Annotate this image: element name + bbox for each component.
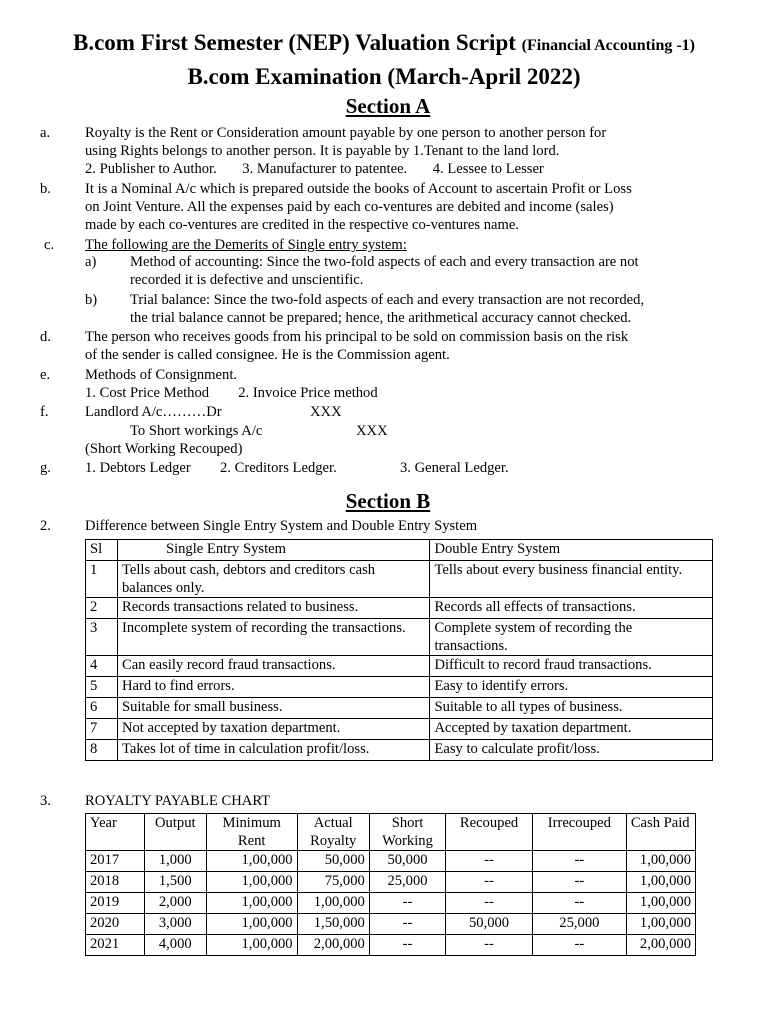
item-c-a-label: a)	[85, 254, 97, 270]
title-subject: (Financial Accounting -1)	[521, 37, 695, 54]
header-recouped: Recouped	[446, 814, 533, 851]
header-single-entry: Single Entry System	[117, 540, 429, 561]
table-row	[86, 740, 713, 761]
document-title	[0, 28, 768, 61]
ledger-item-3: 3. General Ledger.	[400, 460, 509, 476]
cell-short-working: --	[369, 914, 445, 935]
row-double-entry: Easy to calculate profit/loss.	[430, 740, 713, 761]
cell-cash-paid: 1,00,000	[626, 893, 695, 914]
cell-irrecouped: --	[532, 935, 626, 956]
table-row	[86, 698, 713, 719]
item-c-label: c.	[44, 237, 55, 253]
cell-year: 2019	[86, 893, 145, 914]
item-a-line-2: using Rights belongs to another person. It is payable by 1.Tenant to the land lord.	[85, 143, 560, 159]
header-irrecouped: Irrecouped	[532, 814, 626, 851]
cell-minimum-rent: 1,00,000	[206, 893, 297, 914]
table-row	[86, 851, 696, 872]
item-e-line-1: Methods of Consignment.	[85, 367, 238, 383]
header-sl: Sl	[86, 540, 118, 561]
cell-irrecouped: --	[532, 893, 626, 914]
cell-minimum-rent: 1,00,000	[206, 872, 297, 893]
table-row	[86, 561, 713, 598]
question-3-label: 3.	[40, 793, 51, 809]
item-f-label: f.	[40, 404, 49, 420]
item-c-a-line-2: recorded it is defective and unscientific.	[130, 272, 364, 288]
table-header-row	[86, 814, 696, 851]
question-3-title: ROYALTY PAYABLE CHART	[85, 793, 271, 809]
cell-minimum-rent: 1,00,000	[206, 935, 297, 956]
header-short-working: Short Working	[369, 814, 445, 851]
row-sl: 6	[86, 698, 118, 719]
header-output: Output	[144, 814, 206, 851]
row-double-entry: Difficult to record fraud transactions.	[430, 656, 713, 677]
header-year: Year	[86, 814, 145, 851]
ledger-item-1: 1. Debtors Ledger	[85, 460, 191, 476]
cell-actual-royalty: 50,000	[297, 851, 369, 872]
table-row	[86, 893, 696, 914]
cell-cash-paid: 1,00,000	[626, 851, 695, 872]
table-row	[86, 677, 713, 698]
row-single-entry: Tells about cash, debtors and creditors cash balances only.	[117, 561, 429, 598]
header-double-entry: Double Entry System	[430, 540, 713, 561]
table-row	[86, 656, 713, 677]
row-sl: 7	[86, 719, 118, 740]
section-a-heading: Section A	[345, 94, 431, 118]
question-2-label: 2.	[40, 518, 51, 534]
cell-output: 1,500	[144, 872, 206, 893]
header-cash-paid: Cash Paid	[626, 814, 695, 851]
item-c-b-label: b)	[85, 292, 98, 308]
journal-narration: (Short Working Recouped)	[85, 441, 243, 457]
cell-irrecouped: --	[532, 851, 626, 872]
cell-year: 2021	[86, 935, 145, 956]
journal-credit-entry: To Short workings A/c	[130, 423, 263, 439]
table-row	[86, 719, 713, 740]
item-c-b-line-1: Trial balance: Since the two-fold aspects of each and every transaction are not recorded,	[130, 292, 645, 308]
cell-cash-paid: 2,00,000	[626, 935, 695, 956]
cell-minimum-rent: 1,00,000	[206, 914, 297, 935]
cell-recouped: --	[446, 872, 533, 893]
question-2-title: Difference between Single Entry System and Double Entry System	[85, 518, 478, 534]
journal-debit-entry: Landlord A/c………Dr	[85, 404, 222, 420]
cell-irrecouped: 25,000	[532, 914, 626, 935]
document-subtitle: B.com Examination (March-April 2022)	[187, 64, 581, 89]
item-c-intro: The following are the Demerits of Single entry system:	[85, 237, 407, 253]
cell-year: 2018	[86, 872, 145, 893]
row-single-entry: Suitable for small business.	[117, 698, 429, 719]
cell-year: 2020	[86, 914, 145, 935]
item-b-line-2: on Joint Venture. All the expenses paid by each co-ventures are debited and income (sales)	[85, 199, 614, 215]
row-sl: 2	[86, 598, 118, 619]
cell-recouped: --	[446, 893, 533, 914]
item-d-line-1: The person who receives goods from his principal to be sold on commission basis on the risk	[85, 329, 629, 345]
item-g-label: g.	[40, 460, 51, 476]
cell-actual-royalty: 1,50,000	[297, 914, 369, 935]
item-a-line-3: 2. Publisher to Author. 3. Manufacturer to patentee. 4. Lessee to Lesser	[85, 161, 544, 177]
section-b-heading: Section B	[345, 489, 431, 513]
royalty-chart-table	[85, 813, 696, 956]
header-actual-royalty: Actual Royalty	[297, 814, 369, 851]
cell-output: 2,000	[144, 893, 206, 914]
item-a-line-1: Royalty is the Rent or Consideration amount payable by one person to another person for	[85, 125, 607, 141]
table-row	[86, 935, 696, 956]
cell-recouped: --	[446, 851, 533, 872]
cell-output: 1,000	[144, 851, 206, 872]
row-sl: 4	[86, 656, 118, 677]
row-double-entry: Tells about every business financial entity.	[430, 561, 713, 598]
item-b-line-1: It is a Nominal A/c which is prepared outside the books of Account to ascertain Profit or Loss	[85, 181, 632, 197]
item-b-line-3: made by each co-ventures are credited in the respective co-ventures name.	[85, 217, 519, 233]
table-row	[86, 872, 696, 893]
cell-short-working: 25,000	[369, 872, 445, 893]
row-double-entry: Easy to identify errors.	[430, 677, 713, 698]
table-row	[86, 914, 696, 935]
item-c-b-line-2: the trial balance cannot be prepared; hence, the arithmetical accuracy cannot checked.	[130, 310, 632, 326]
row-single-entry: Not accepted by taxation department.	[117, 719, 429, 740]
row-double-entry: Complete system of recording the transactions.	[430, 619, 713, 656]
item-a-label: a.	[40, 125, 51, 141]
cell-cash-paid: 1,00,000	[626, 872, 695, 893]
cell-actual-royalty: 1,00,000	[297, 893, 369, 914]
journal-debit-amount: XXX	[310, 404, 342, 420]
row-double-entry: Accepted by taxation department.	[430, 719, 713, 740]
cell-output: 4,000	[144, 935, 206, 956]
title-main: B.com First Semester (NEP) Valuation Script	[72, 30, 516, 55]
row-single-entry: Hard to find errors.	[117, 677, 429, 698]
cell-year: 2017	[86, 851, 145, 872]
row-sl: 3	[86, 619, 118, 656]
row-sl: 8	[86, 740, 118, 761]
cell-actual-royalty: 75,000	[297, 872, 369, 893]
row-sl: 5	[86, 677, 118, 698]
row-sl: 1	[86, 561, 118, 598]
item-d-label: d.	[40, 329, 51, 345]
item-e-label: e.	[40, 367, 51, 383]
cell-recouped: 50,000	[446, 914, 533, 935]
cell-irrecouped: --	[532, 872, 626, 893]
cell-short-working: --	[369, 935, 445, 956]
item-d-line-2: of the sender is called consignee. He is the Commission agent.	[85, 347, 450, 363]
cell-recouped: --	[446, 935, 533, 956]
item-c-a-line-1: Method of accounting: Since the two-fold aspects of each and every transaction are not	[130, 254, 639, 270]
ledger-item-2: 2. Creditors Ledger.	[220, 460, 337, 476]
table-header-row	[86, 540, 713, 561]
row-single-entry: Takes lot of time in calculation profit/loss.	[117, 740, 429, 761]
row-single-entry: Incomplete system of recording the transactions.	[117, 619, 429, 656]
cell-output: 3,000	[144, 914, 206, 935]
cell-short-working: --	[369, 893, 445, 914]
item-b-label: b.	[40, 181, 51, 197]
row-single-entry: Records transactions related to business.	[117, 598, 429, 619]
journal-credit-amount: XXX	[356, 423, 388, 439]
row-double-entry: Suitable to all types of business.	[430, 698, 713, 719]
cell-cash-paid: 1,00,000	[626, 914, 695, 935]
row-single-entry: Can easily record fraud transactions.	[117, 656, 429, 677]
comparison-table	[85, 539, 713, 761]
cell-actual-royalty: 2,00,000	[297, 935, 369, 956]
table-row	[86, 598, 713, 619]
table-row	[86, 619, 713, 656]
cell-minimum-rent: 1,00,000	[206, 851, 297, 872]
header-minimum-rent: Minimum Rent	[206, 814, 297, 851]
row-double-entry: Records all effects of transactions.	[430, 598, 713, 619]
item-e-line-2: 1. Cost Price Method 2. Invoice Price method	[85, 385, 378, 401]
cell-short-working: 50,000	[369, 851, 445, 872]
